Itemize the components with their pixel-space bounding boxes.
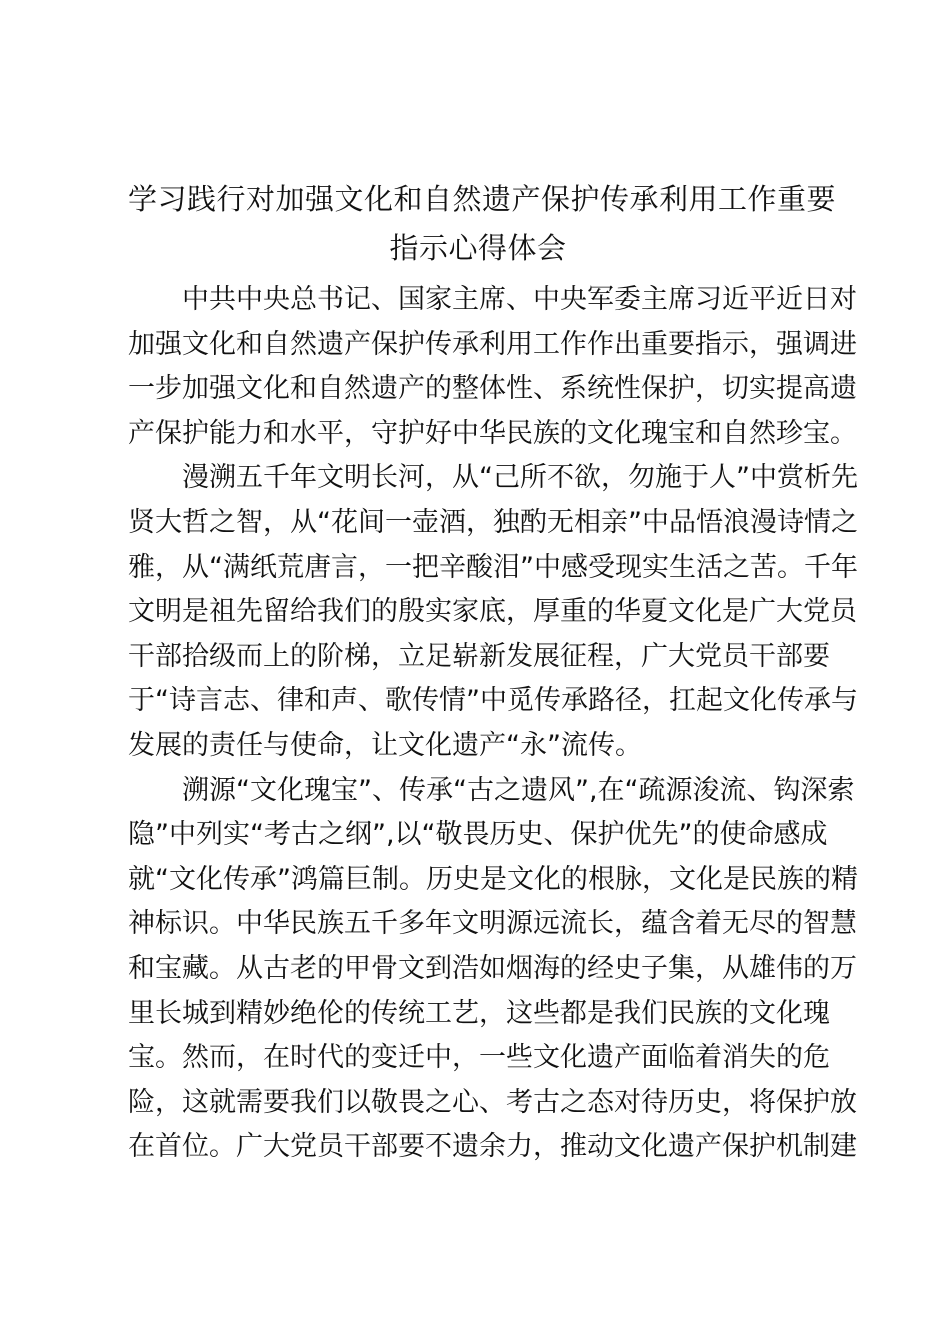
paragraph-line: 溯源“文化瑰宝”、传承“古之遗风”,在“疏源浚流、钩深索 — [182, 774, 855, 806]
paragraph-line: 贤大哲之智，从“花间一壶酒，独酌无相亲”中品悟浪漫诗情之 — [128, 506, 858, 538]
paragraph-2 — [128, 456, 858, 768]
paragraph-line: 加强文化和自然遗产保护传承利用工作作出重要指示，强调进 — [128, 328, 857, 360]
paragraph-line: 险，这就需要我们以敬畏之心、考古之态对待历史，将保护放 — [128, 1086, 857, 1118]
paragraph-line: 里长城到精妙绝伦的传统工艺，这些都是我们民族的文化瑰 — [128, 997, 830, 1029]
paragraph-line: 就“文化传承”鸿篇巨制。历史是文化的根脉，文化是民族的精 — [128, 863, 858, 895]
document-body — [128, 278, 858, 1170]
paragraph-line: 文明是祖先留给我们的殷实家底，厚重的华夏文化是广大党员 — [128, 596, 857, 628]
paragraph-line: 产保护能力和水平，守护好中华民族的文化瑰宝和自然珍宝。 — [128, 417, 857, 449]
paragraph-3 — [128, 769, 858, 1170]
paragraph-1 — [128, 278, 857, 456]
paragraph-line: 神标识。中华民族五千多年文明源远流长，蕴含着无尽的智慧 — [128, 908, 857, 940]
paragraph-line: 发展的责任与使命，让文化遗产“永”流传。 — [128, 729, 642, 761]
paragraph-line: 于“诗言志、律和声、歌传情”中觅传承路径，扛起文化传承与 — [128, 685, 858, 717]
paragraph-line: 和宝藏。从古老的甲骨文到浩如烟海的经史子集，从雄伟的万 — [128, 952, 857, 984]
document-title-line-1: 学习践行对加强文化和自然遗产保护传承利用工作重要 — [128, 182, 837, 216]
paragraph-line: 在首位。广大党员干部要不遗余力，推动文化遗产保护机制建 — [128, 1131, 857, 1163]
paragraph-line: 干部拾级而上的阶梯，立足崭新发展征程，广大党员干部要 — [128, 640, 830, 672]
paragraph-line: 漫溯五千年文明长河，从“己所不欲，勿施于人”中赏析先 — [182, 462, 858, 494]
paragraph-line: 隐”中列实“考古之纲”,以“敬畏历史、保护优先”的使命感成 — [128, 819, 828, 851]
paragraph-line: 中共中央总书记、国家主席、中央军委主席习近平近日对 — [182, 284, 857, 315]
document-title-line-2: 指示心得体会 — [389, 231, 567, 265]
paragraph-line: 宝。然而，在时代的变迁中，一些文化遗产面临着消失的危 — [128, 1042, 830, 1074]
paragraph-line: 雅，从“满纸荒唐言，一把辛酸泪”中感受现实生活之苦。千年 — [128, 551, 858, 583]
paragraph-line: 一步加强文化和自然遗产的整体性、系统性保护，切实提高遗 — [128, 373, 857, 405]
